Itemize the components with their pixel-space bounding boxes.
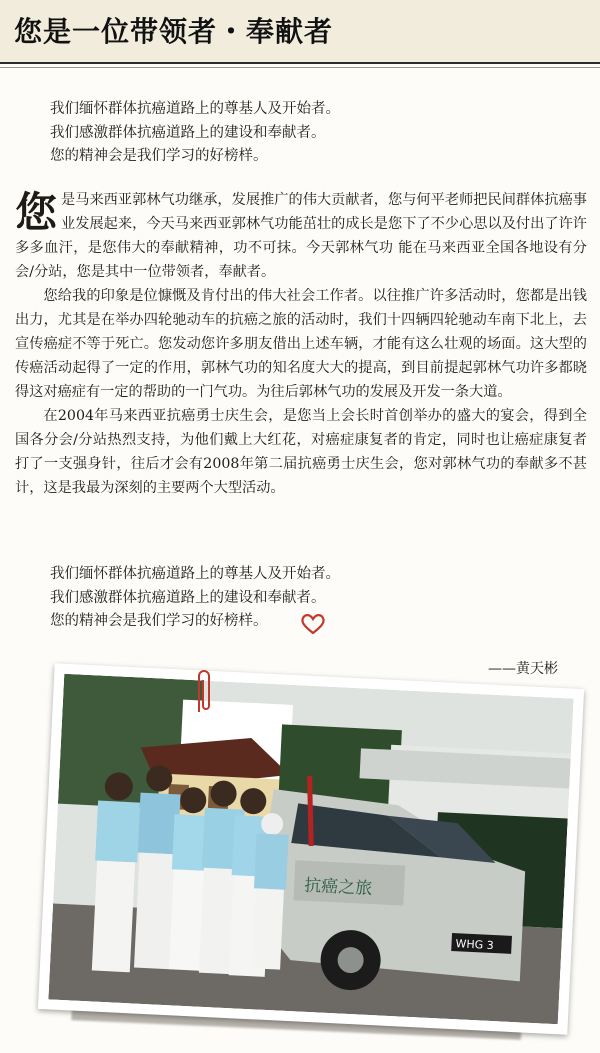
signature: ——黄天彬 (488, 661, 558, 677)
heart-icon (300, 613, 326, 635)
paragraph-2: 您给我的印象是位慷慨及肯付出的伟大社会工作者。以往推广许多活动时，您都是出钱出力，尤其是在举办四轮驰动车的抗癌之旅的活动时，我们十四辆四轮驰动车南下北上，去宣传癌症不等于死亡。您发动您许多朋友借出上述车辆，才能有这么壮观的场面。这大型的传癌活动起得了一定的作用，郭林气功的知名度大大的提高，到目前提起郭林气功许多都晓得这对癌症有一定的帮助的一门气功。为往后郭林气功的发展及开发一条大道。 (15, 288, 587, 400)
page-header (0, 0, 600, 64)
article-body (15, 188, 587, 500)
people-group (90, 763, 292, 980)
poem-line: 您的精神会是我们学习的好榜样。 (50, 613, 268, 629)
poem-line: 我们缅怀群体抗癌道路上的尊基人及开始者。 (50, 566, 340, 582)
poem-bottom (50, 563, 340, 634)
header-rule (0, 67, 600, 68)
poem-top (50, 98, 340, 169)
paragraph-1 (15, 188, 587, 284)
paragraph-3: 在2004年马来西亚抗癌勇士庆生会，是您当上会长时首创举办的盛大的宴会，得到全国各分会/分站热烈支持，为他们戴上大红花，对癌症康复者的肯定，同时也让癌症康复者打了一支强身针，往后才会有2008年第二届抗癌勇士庆生会，您对郭林气功的奉献多不甚计，这是我最为深刻的主要两个大型活动。 (15, 408, 587, 496)
paragraph-1-text: 是马来西亚郭林气功继承，发展推广的伟大贡献者，您与何平老师把民间群体抗癌事业发展起来，今天马来西亚郭林气功能茁壮的成长是您下了不少心思以及付出了许许多多血汗，是您伟大的奉献精神，功不可抹。今天郭林气功 能在马来西亚全国各地设有分会/分站，您是其中一位带领者，奉献者。 (15, 192, 587, 280)
poem-line: 我们感激群体抗癌道路上的建设和奉献者。 (50, 589, 326, 606)
paperclip-icon (192, 668, 214, 716)
poem-line: 我们感激群体抗癌道路上的建设和奉献者。 (50, 124, 326, 141)
license-plate: WHG 3 (455, 937, 494, 953)
page-title: 您是一位带领者・奉献者 (14, 15, 334, 48)
car-banner-text: 抗癌之旅 (303, 875, 373, 900)
group-photo (38, 663, 584, 1034)
drop-cap: 您 (15, 188, 58, 237)
poem-line: 我们缅怀群体抗癌道路上的尊基人及开始者。 (50, 101, 340, 117)
poem-line: 您的精神会是我们学习的好榜样。 (50, 148, 268, 164)
